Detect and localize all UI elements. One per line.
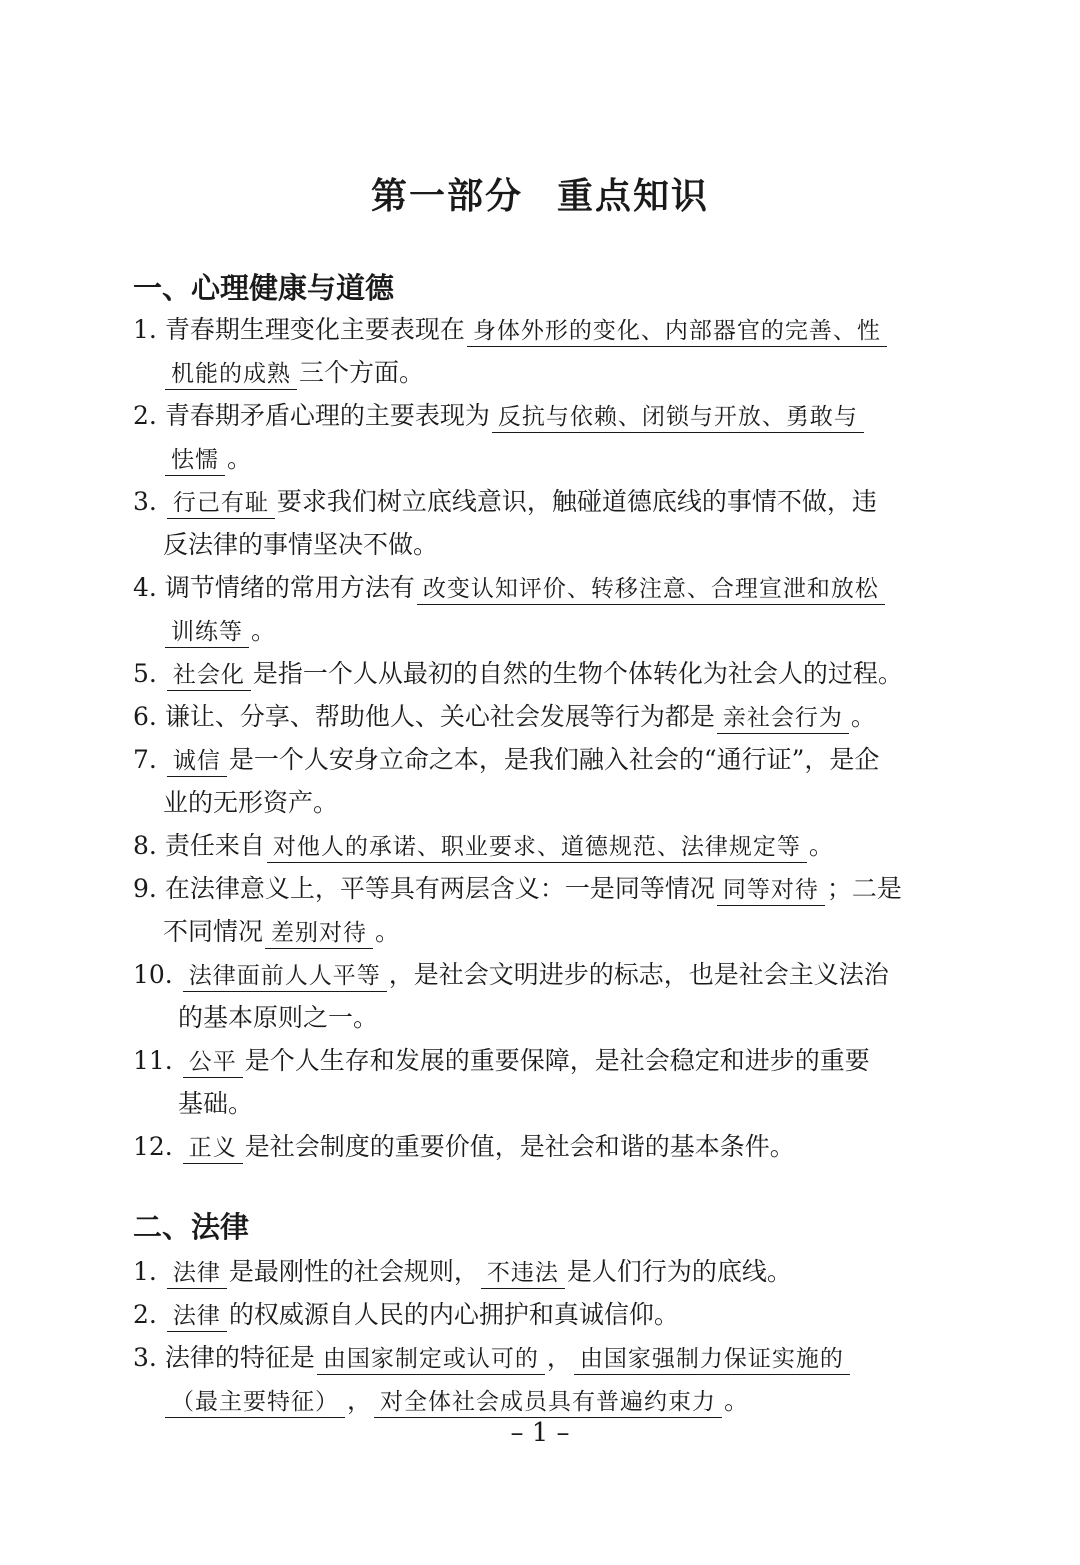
item-text: 的权威源自人民的内心拥护和真诚信仰。 [228,1300,679,1329]
answer-blank: 反抗与依赖、闭锁与开放、勇敢与 [492,402,864,433]
item-text: 青春期矛盾心理的主要表现为 [164,401,490,430]
answer-blank: 改变认知评价、转移注意、合理宣泄和放松 [417,574,885,605]
answer-blank: 诚信 [167,746,227,777]
list-item [133,1250,953,1293]
item-text: 要求我们树立底线意识，触碰道德底线的事情不做，违 [276,487,877,516]
list-item [133,308,953,394]
item-text: 的基本原则之一。 [178,1003,379,1032]
answer-blank: 法律 [167,1258,227,1289]
list-item [133,652,953,695]
item-text: 反法律的事情坚决不做。 [163,530,439,559]
answer-blank: 身体外形的变化、内部器官的完善、性 [467,316,887,347]
item-number: 2. [133,1300,157,1329]
item-number: 4. [133,573,157,602]
answer-blank: 差别对待 [265,918,373,949]
answer-blank: 对他人的承诺、职业要求、道德规范、法律规定等 [267,832,807,863]
answer-blank: 行己有耻 [167,488,275,519]
item-text: 是个人生存和发展的重要保障，是社会稳定和进步的重要 [244,1046,870,1075]
answer-blank: （最主要特征） [165,1387,345,1418]
item-text: ， [546,1343,572,1372]
item-text: 是指一个人从最初的自然的生物个体转化为社会人的过程。 [252,659,903,688]
page-number: – 1 – [510,1418,570,1448]
list-item [133,824,953,867]
item-text: 。 [227,444,253,473]
item-text: ；二是 [826,874,902,903]
answer-blank: 法律面前人人平等 [183,961,387,992]
answer-blank: 社会化 [167,660,251,691]
list-item [133,394,953,480]
item-number: 10. [133,960,173,989]
title-topic: 重点知识 [557,175,710,217]
item-text: 法律的特征是 [164,1343,315,1372]
item-number: 9. [133,874,157,903]
item-number: 7. [133,745,157,774]
list-item [133,1293,953,1336]
answer-blank: 对全体社会成员具有普遍约束力 [374,1387,722,1418]
list-item [133,1125,953,1168]
item-text: 。 [251,616,277,645]
list-item [133,480,953,566]
item-number: 1. [133,1257,157,1286]
item-number: 3. [133,487,157,516]
item-text: 。 [850,702,876,731]
list-item [133,1336,953,1422]
answer-blank: 怯懦 [165,445,225,476]
list-item [133,738,953,824]
list-item [133,1039,953,1125]
item-number: 5. [133,659,157,688]
item-text: 调节情绪的常用方法有 [164,573,415,602]
answer-blank: 公平 [183,1047,243,1078]
answer-blank: 不违法 [481,1258,565,1289]
section-heading-psychology: 一、心理健康与道德 [133,271,395,305]
item-number: 11. [133,1046,173,1075]
item-text: 是最刚性的社会规则， [228,1257,479,1286]
list-item [133,867,953,953]
section-heading-law: 二、法律 [133,1210,250,1244]
item-text: 三个方面。 [299,358,425,387]
answer-blank: 法律 [167,1301,227,1332]
item-number: 12. [133,1132,173,1161]
answer-blank: 亲社会行为 [717,703,849,734]
item-number: 3. [133,1343,157,1372]
answer-blank: 由国家制定或认可的 [317,1344,545,1375]
item-text: 谦让、分享、帮助他人、关心社会发展等行为都是 [164,702,715,731]
item-text: ， [347,1386,373,1415]
item-number: 2. [133,401,157,430]
item-text: ，是社会文明进步的标志，也是社会主义法治 [388,960,889,989]
answer-blank: 训练等 [165,617,249,648]
list-item [133,566,953,652]
list-item [133,953,953,1039]
item-text: 。 [724,1386,750,1415]
item-text: 是一个人安身立命之本，是我们融入社会的“通行证”，是企 [228,745,880,774]
title-part: 第一部分 [370,175,523,217]
item-text: 。 [808,831,834,860]
item-text: 。 [375,917,401,946]
answer-blank: 同等对待 [717,875,825,906]
answer-blank: 机能的成熟 [165,359,297,390]
answer-blank: 由国家强制力保证实施的 [574,1344,850,1375]
item-text: 是社会制度的重要价值，是社会和谐的基本条件。 [244,1132,795,1161]
item-number: 8. [133,831,157,860]
item-text: 责任来自 [164,831,265,860]
item-number: 1. [133,315,157,344]
answer-blank: 正义 [183,1133,243,1164]
item-text: 业的无形资产。 [163,788,339,817]
item-text: 在法律意义上，平等具有两层含义：一是同等情况 [164,874,715,903]
page-title [0,168,1080,219]
item-text: 不同情况 [163,917,264,946]
item-text: 青春期生理变化主要表现在 [164,315,465,344]
item-number: 6. [133,702,157,731]
item-text: 是人们行为的底线。 [566,1257,792,1286]
list-item [133,695,953,738]
item-text: 基础。 [178,1089,254,1118]
